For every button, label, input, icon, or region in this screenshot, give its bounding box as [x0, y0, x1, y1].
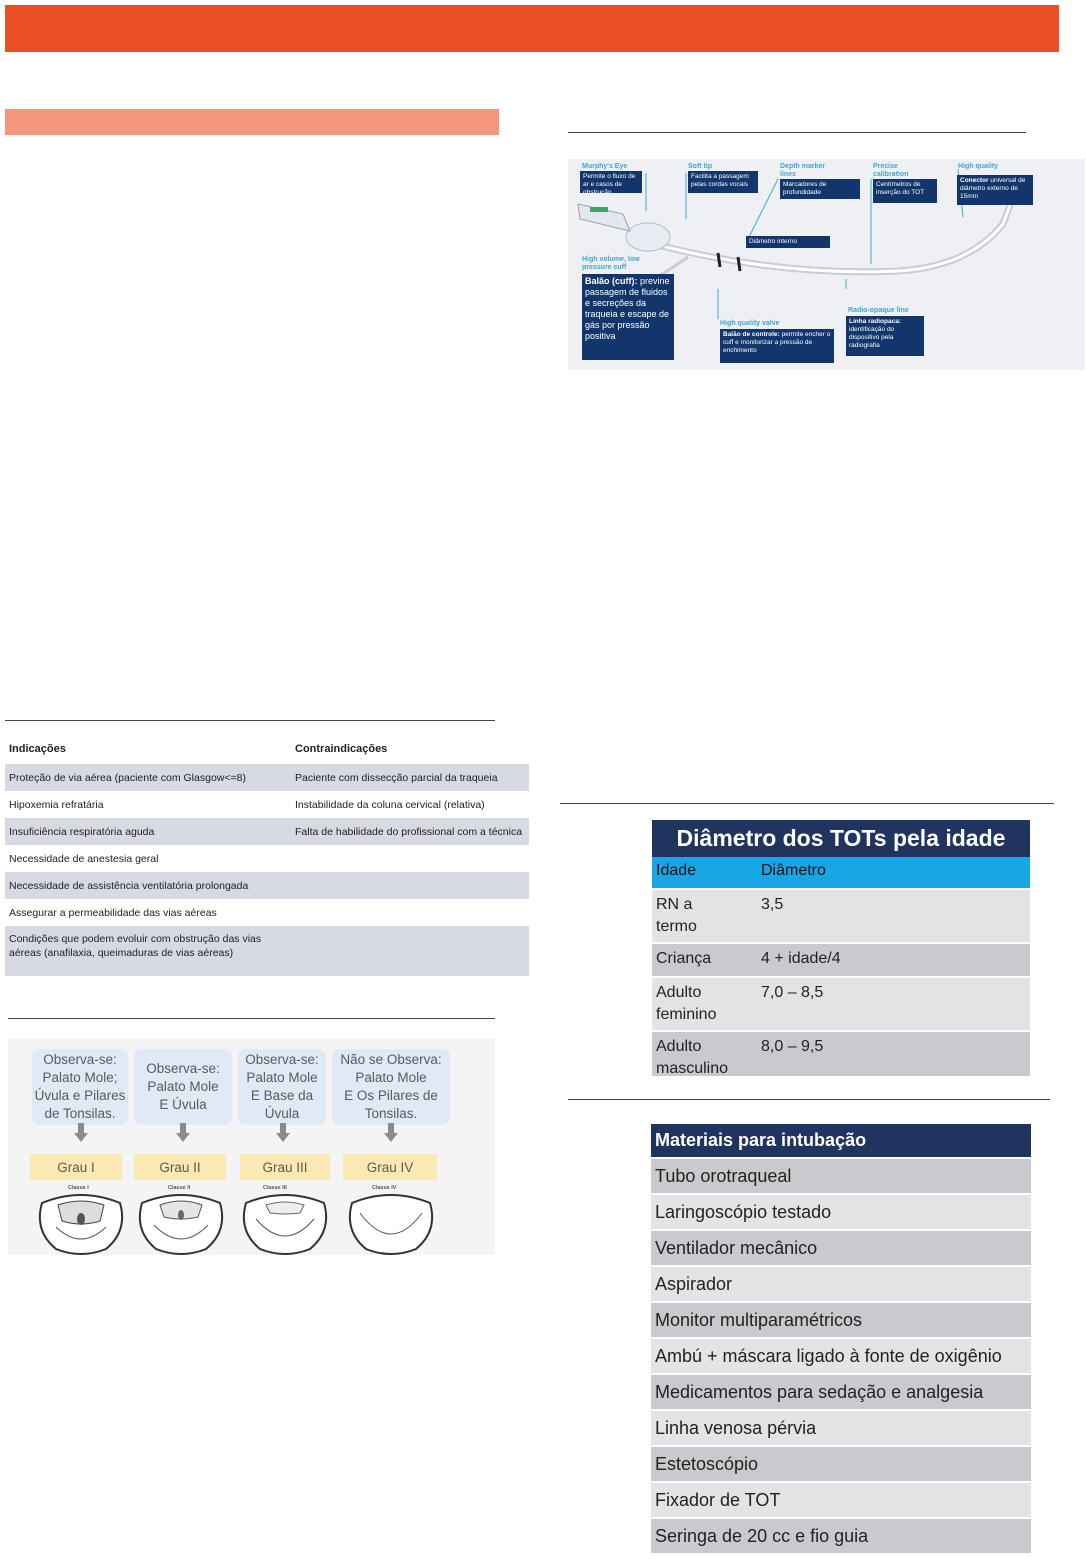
depth-marker-label: Depth marker lines	[780, 163, 826, 178]
contraindication-cell: Instabilidade da coluna cervical (relativa)	[295, 798, 485, 811]
tube-diameter-table	[652, 820, 1030, 1076]
table-row	[652, 942, 1030, 976]
depth-marker-box: Marcadores de profundidade	[780, 179, 860, 199]
valve-label: High quality valve	[720, 320, 780, 327]
table-row	[5, 899, 529, 926]
table-row	[652, 888, 1030, 942]
list-item: Fixador de TOT	[651, 1481, 1031, 1517]
list-item: Seringa de 20 cc e fio guia	[651, 1517, 1031, 1553]
table-header	[652, 857, 1030, 888]
observation-box: Observa-se: Palato Mole; Úvula e Pilares de Tonsilas.	[32, 1049, 128, 1125]
header-age: Idade	[656, 862, 697, 879]
table-title: Materiais para intubação	[651, 1124, 1031, 1157]
grade-label: Grau IV	[343, 1154, 437, 1180]
divider	[560, 803, 1054, 804]
age-cell: Adulto masculino	[656, 1038, 729, 1076]
divider	[5, 720, 495, 721]
depth-mark	[738, 257, 740, 271]
murphy-eye-mark	[590, 207, 608, 212]
soft-tip-box: Facilita a passagem pelas cordas vocais	[688, 171, 758, 193]
grade-label: Grau I	[30, 1154, 122, 1180]
radio-opaque-box: Linha radiopaca: identificação do dispositivo pela radiografia	[846, 316, 924, 356]
murphy-eye-box: Permite o fluxo de ar e casos de obstrução	[580, 171, 642, 193]
table-row	[5, 872, 529, 899]
table-row	[5, 926, 529, 976]
age-cell: Criança	[656, 950, 712, 967]
top-banner	[5, 5, 1059, 52]
list-item: Aspirador	[651, 1265, 1031, 1301]
internal-diameter-box: Diâmetro interno	[746, 236, 830, 248]
table-row	[652, 976, 1030, 1030]
arrow-down-icon	[74, 1133, 88, 1142]
mouth-class-2-icon	[136, 1191, 226, 1255]
radio-opaque-label: Radio-opaque line	[848, 307, 909, 314]
age-cell: RN a termo	[656, 896, 697, 935]
diameter-cell: 7,0 – 8,5	[761, 984, 824, 1001]
list-item: Estetoscópio	[651, 1445, 1031, 1481]
grade-label: Grau III	[240, 1154, 330, 1180]
endotracheal-tube-diagram	[568, 159, 1085, 370]
contraindication-cell: Paciente com dissecção parcial da traqueia	[295, 771, 498, 784]
indication-cell: Insuficiência respiratória aguda	[9, 825, 155, 838]
high-quality-label: High quality	[958, 163, 999, 170]
arrow-down-icon	[176, 1133, 190, 1142]
divider	[8, 1018, 495, 1019]
table-row	[5, 791, 529, 818]
indication-cell: Necessidade de assistência ventilatória prolongada	[9, 879, 249, 892]
age-cell: Adulto feminino	[656, 984, 717, 1023]
arrow-down-icon	[384, 1133, 398, 1142]
table-row	[5, 818, 529, 845]
mouth-class-3-icon	[240, 1191, 330, 1255]
class-label: Classe II	[168, 1185, 191, 1191]
arrow-down-icon	[276, 1133, 290, 1142]
class-label: Classe III	[263, 1185, 287, 1191]
observation-box: Observa-se: Palato Mole E Úvula	[134, 1049, 232, 1125]
table-row	[652, 1030, 1030, 1076]
section-bar	[5, 109, 499, 135]
contraindication-cell: Falta de habilidade do profissional com a técnica	[295, 825, 523, 838]
divider	[568, 132, 1026, 133]
valve-box: Balão de controle: permite encher o cuff e monitorizar a pressão de enchimento	[720, 329, 834, 363]
precise-calibration-label: Precise calibration	[873, 163, 909, 178]
list-item: Ventilador mecânico	[651, 1229, 1031, 1265]
observation-box: Observa-se: Palato Mole E Base da Úvula	[238, 1049, 326, 1125]
cuff-box: Balão (cuff): previne passagem de fluidos e secreções da traqueia e escape de gás por pressão positiva	[582, 274, 674, 360]
list-item: Laringoscópio testado	[651, 1193, 1031, 1229]
mouth-class-1-icon	[36, 1191, 126, 1255]
diameter-cell: 4 + idade/4	[761, 950, 841, 967]
soft-tip-label: Soft tip	[688, 163, 713, 170]
connector-box: Conector universal de diâmetro externo de 15mm	[957, 175, 1033, 205]
materials-table	[651, 1124, 1031, 1553]
table-header	[5, 734, 529, 764]
divider	[568, 1099, 1050, 1100]
list-item: Tubo orotraqueal	[651, 1157, 1031, 1193]
indication-cell: Assegurar a permeabilidade das vias aéreas	[9, 906, 217, 919]
diameter-cell: 3,5	[761, 896, 784, 913]
precise-calibration-box: Centímetros de inserção do TOT	[873, 179, 937, 203]
cuff-label: High volume, low pressure cuff	[582, 256, 640, 271]
observation-box: Não se Observa: Palato Mole E Os Pilares de Tonsilas.	[332, 1049, 450, 1125]
table-title: Diâmetro dos TOTs pela idade	[652, 820, 1030, 857]
indication-cell: Hipoxemia refratária	[9, 798, 104, 811]
cuff-shape	[626, 223, 670, 251]
header-contraindications: Contraindicações	[295, 743, 388, 755]
indication-cell: Proteção de via aérea (paciente com Glasgow<=8)	[9, 771, 246, 784]
list-item: Ambú + máscara ligado à fonte de oxigênio	[651, 1337, 1031, 1373]
mallampati-figure	[8, 1039, 495, 1255]
indication-cell: Condições que podem evoluir com obstrução das vias aéreas (anafilaxia, queimaduras de vias aéreas)	[9, 933, 262, 959]
table-row	[5, 845, 529, 872]
indication-cell: Necessidade de anestesia geral	[9, 852, 159, 865]
list-item: Medicamentos para sedação e analgesia	[651, 1373, 1031, 1409]
header-indications: Indicações	[9, 743, 66, 755]
list-item: Monitor multiparamétricos	[651, 1301, 1031, 1337]
indications-table	[5, 734, 529, 976]
class-label: Classe I	[68, 1185, 89, 1191]
table-row	[5, 764, 529, 791]
diameter-cell: 8,0 – 9,5	[761, 1038, 824, 1055]
list-item: Linha venosa pérvia	[651, 1409, 1031, 1445]
class-label: Classe IV	[372, 1185, 397, 1191]
murphy-eye-label: Murphy's Eye	[582, 163, 628, 170]
grade-label: Grau II	[134, 1154, 226, 1180]
header-diameter: Diâmetro	[761, 862, 826, 879]
mouth-class-4-icon	[346, 1191, 436, 1255]
depth-mark	[718, 253, 720, 267]
